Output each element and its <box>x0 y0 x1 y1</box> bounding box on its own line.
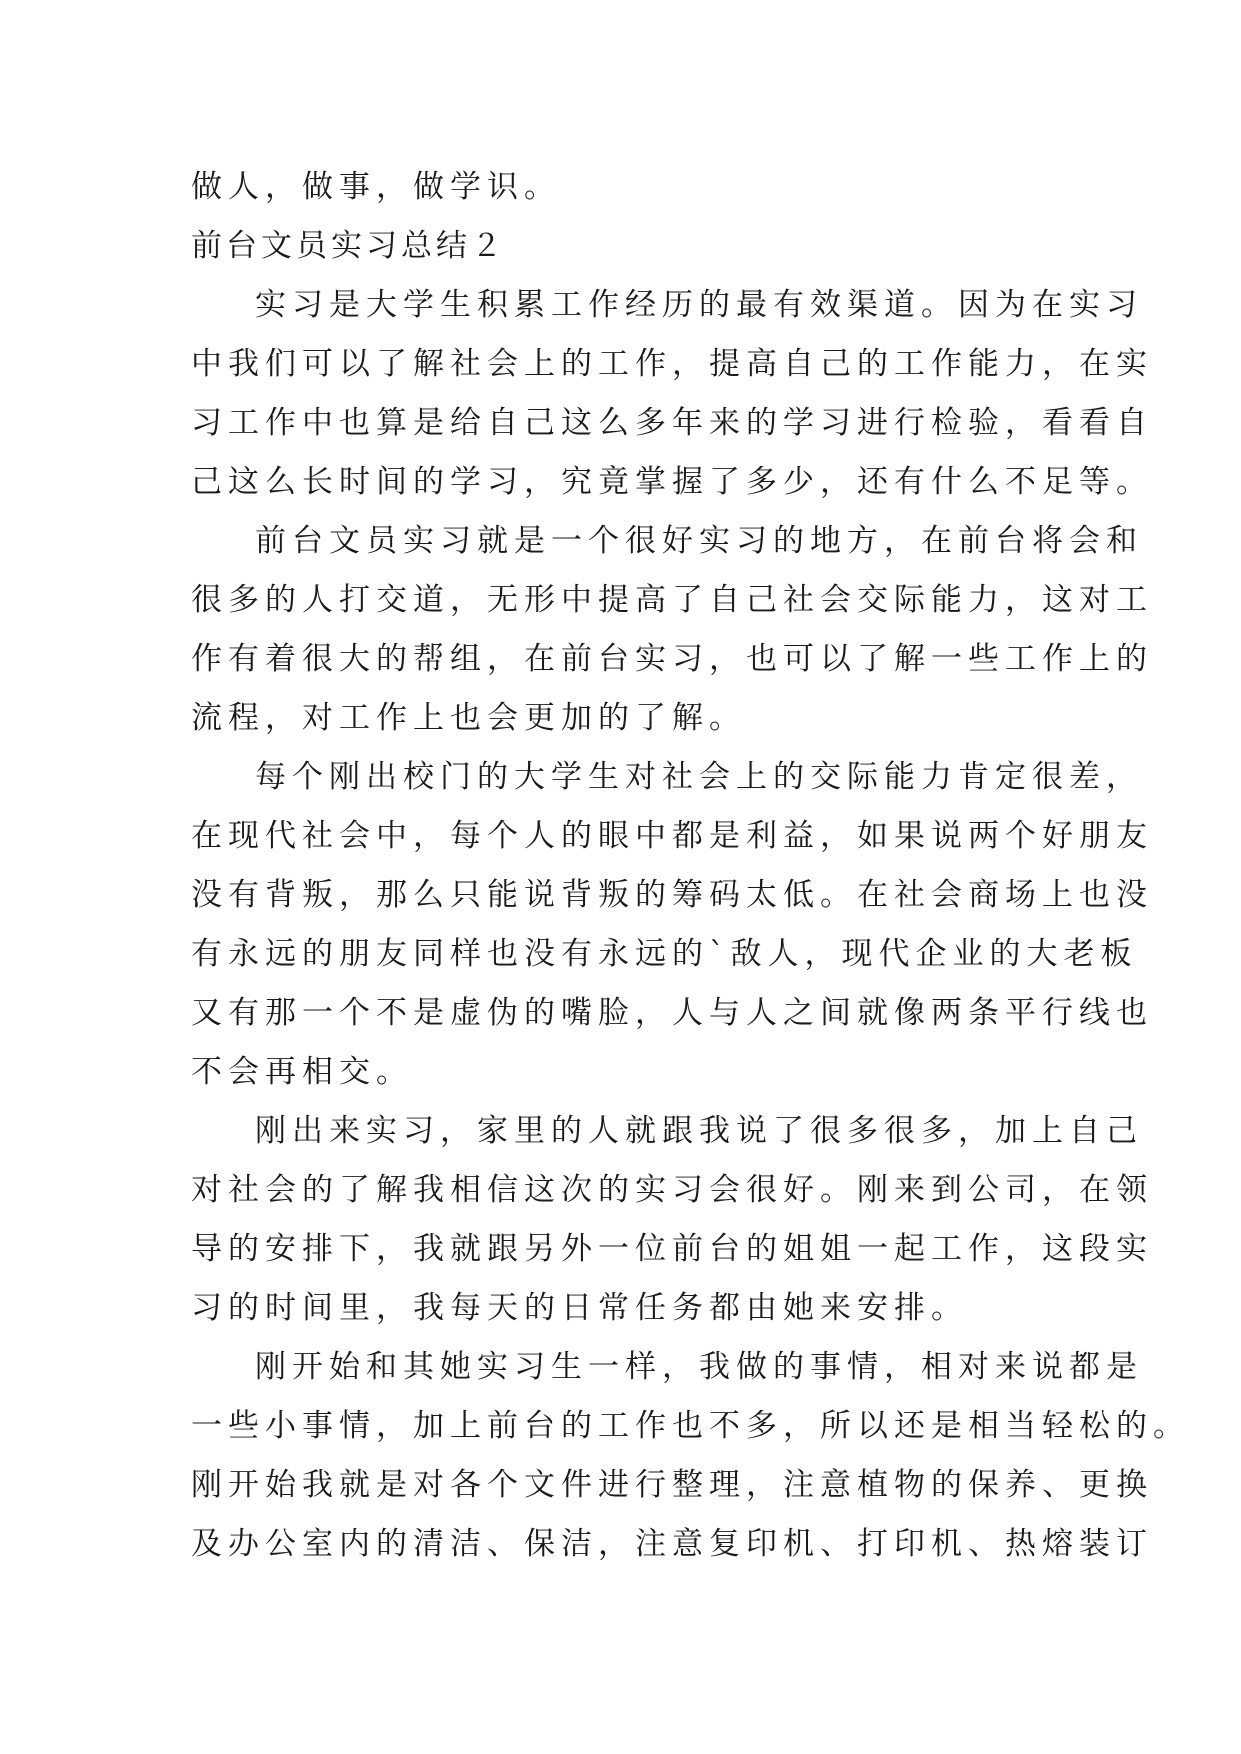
paragraph-first-line: 前台文员实习就是一个很好实习的地方，在前台将会和 <box>255 523 1143 559</box>
paragraph-first-line: 每个刚出校门的大学生对社会上的交际能力肯定很差， <box>255 759 1143 795</box>
text-line: 中我们可以了解社会上的工作，提高自己的工作能力，在实 <box>191 346 1153 382</box>
text-line: 很多的人打交道，无形中提高了自己社会交际能力，这对工 <box>191 582 1153 618</box>
paragraph-first-line: 刚开始和其她实习生一样，我做的事情，相对来说都是 <box>255 1349 1143 1385</box>
text-line: 一些小事情，加上前台的工作也不多，所以还是相当轻松的。 <box>191 1408 1190 1444</box>
text-line: 又有那一个不是虚伪的嘴脸，人与人之间就像两条平行线也 <box>191 995 1153 1031</box>
paragraph-first-line: 实习是大学生积累工作经历的最有效渠道。因为在实习 <box>255 287 1143 323</box>
text-line: 在现代社会中，每个人的眼中都是利益，如果说两个好朋友 <box>191 818 1153 854</box>
text-line: 没有背叛，那么只能说背叛的筹码太低。在社会商场上也没 <box>191 877 1153 913</box>
text-line: 刚开始我就是对各个文件进行整理，注意植物的保养、更换 <box>191 1467 1153 1503</box>
text-line: 作有着很大的帮组，在前台实习，也可以了解一些工作上的 <box>191 641 1153 677</box>
text-line: 习工作中也算是给自己这么多年来的学习进行检验，看看自 <box>191 405 1153 441</box>
text-line: 做人，做事，做学识。 <box>191 169 561 205</box>
section-title: 前台文员实习总结２ <box>191 228 506 264</box>
text-line: 对社会的了解我相信这次的实习会很好。刚来到公司，在领 <box>191 1172 1153 1208</box>
text-line: 习的时间里，我每天的日常任务都由她来安排。 <box>191 1290 968 1326</box>
text-line: 己这么长时间的学习，究竟掌握了多少，还有什么不足等。 <box>191 464 1153 500</box>
paragraph-first-line: 刚出来实习，家里的人就跟我说了很多很多，加上自己 <box>255 1113 1143 1149</box>
text-line: 流程，对工作上也会更加的了解。 <box>191 700 746 736</box>
text-line: 不会再相交。 <box>191 1054 413 1090</box>
text-line: 导的安排下，我就跟另外一位前台的姐姐一起工作，这段实 <box>191 1231 1153 1267</box>
document-body <box>191 158 1190 1574</box>
text-line: 及办公室内的清洁、保洁，注意复印机、打印机、热熔装订 <box>191 1526 1153 1562</box>
text-line: 有永远的朋友同样也没有永远的`敌人，现代企业的大老板 <box>191 936 1138 972</box>
